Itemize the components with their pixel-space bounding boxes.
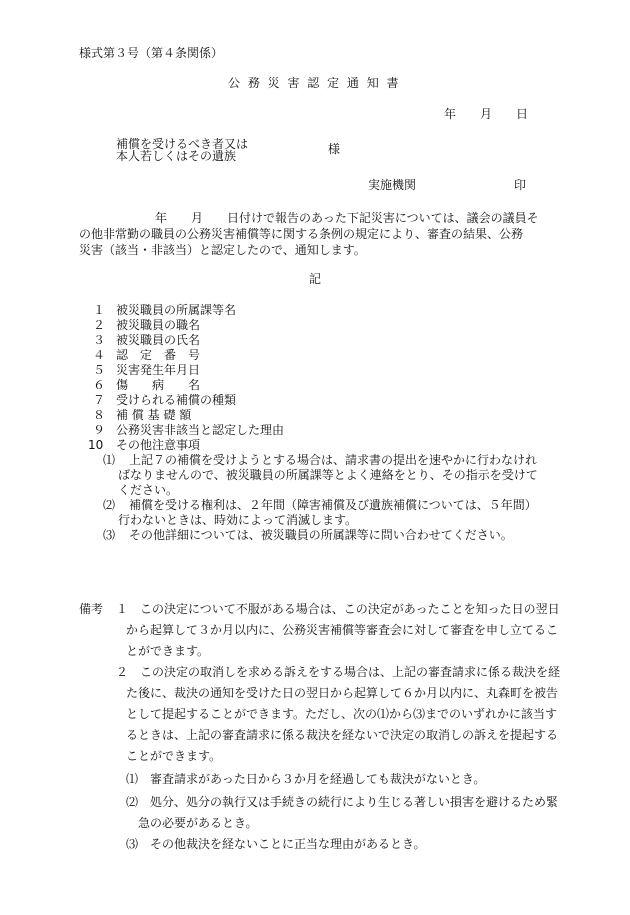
note-3-number: ⑶ (103, 528, 116, 542)
body-line-1: 年 月 日付けで報告のあった下記災害については、議会の議員そ (155, 211, 539, 225)
note-1-line-2: ばなりませんので、被災職員の所属課等とよく連絡をとり、その指示を受けて (118, 468, 538, 482)
item-3-label: 被災職員の氏名 (116, 333, 201, 347)
note-3-line-1: その他詳細については、被災職員の所属課等に問い合わせてください。 (129, 528, 513, 542)
remark-1-line-1: この決定について不服がある場合は、この決定があったことを知った日の翌日 (140, 602, 560, 616)
item-2-label: 被災職員の職名 (116, 318, 201, 332)
note-1-number: ⑴ (103, 453, 116, 467)
remark-2-line-5: ことができます。 (126, 749, 222, 763)
item-6-label: 傷 病 名 (116, 378, 201, 392)
remark-1-line-2: から起算して３か月以内に、公務災害補償等審査会に対して審査を申し立てるこ (126, 623, 559, 637)
body-line-3: 災害（該当・非該当）と認定したので、通知します。 (79, 243, 366, 257)
remark-2-number: ２ (116, 665, 129, 679)
sub-1-line-1: 審査請求があった日から３か月を経過しても裁決がないとき。 (150, 772, 486, 786)
sub-1-number: ⑴ (126, 772, 139, 786)
remarks-label: 備考 (79, 602, 104, 616)
item-7-number: ７ (93, 393, 106, 407)
sub-3-line-1: その他裁決を経ないことに正当な理由があるとき。 (150, 837, 426, 851)
issuer-label: 実施機関 (368, 178, 417, 192)
item-6-number: ６ (93, 378, 106, 392)
item-5-label: 災害発生年月日 (116, 363, 201, 377)
note-2-line-2: 行わないときは、時効によって消滅します。 (118, 513, 358, 527)
seal-mark: 印 (514, 178, 527, 192)
remark-1-number: １ (116, 602, 129, 616)
remark-1-line-3: とができます。 (126, 644, 210, 658)
item-7-label: 受けられる補償の種類 (116, 393, 237, 407)
item-10-number: 10 (88, 438, 104, 452)
item-3-number: ３ (93, 333, 106, 347)
item-8-label: 補 償 基 礎 額 (116, 408, 192, 422)
item-4-label: 認 定 番 号 (116, 348, 201, 362)
remark-2-line-2: た後に、裁決の通知を受けた日の翌日から起算して６か月以内に、丸森町を被告 (126, 686, 559, 700)
item-10-label: その他注意事項 (116, 438, 201, 452)
date-line: 年 月 日 (444, 107, 529, 121)
ki-heading: 記 (309, 272, 322, 286)
sub-3-number: ⑶ (126, 837, 139, 851)
item-5-number: ５ (93, 363, 106, 377)
note-1-line-1: 上記７の補償を受けようとする場合は、請求書の提出を速やかに行わなけれ (129, 453, 538, 467)
remark-2-line-3: として提起することができます。ただし、次の⑴から⑶までのいずれかに該当す (126, 707, 558, 721)
recipient-line-1: 補償を受けるべき者又は (116, 137, 249, 151)
remark-2-line-4: るときは、上記の審査請求に係る裁決を経ないで決定の取消しの訴えを提起する (126, 728, 559, 742)
document-title: 公 務 災 害 認 定 通 知 書 (228, 76, 401, 90)
note-2-number: ⑵ (103, 498, 116, 512)
body-line-2: の他非常勤の職員の公務災害補償等に関する条例の規定により、審査の結果、公務 (79, 227, 524, 241)
remark-2-line-1: この決定の取消しを求める訴えをする場合は、上記の審査請求に係る裁決を経 (140, 665, 561, 679)
form-number: 様式第３号（第４条関係） (79, 46, 224, 60)
item-4-number: ４ (93, 348, 106, 362)
item-9-number: ９ (93, 423, 106, 437)
item-1-label: 被災職員の所属課等名 (116, 303, 237, 317)
honorific: 様 (328, 142, 341, 156)
sub-2-line-2: 急の必要があるとき。 (138, 816, 258, 830)
sub-2-line-1: 処分、処分の執行又は手続きの続行により生じる著しい損害を避けるため緊 (150, 795, 559, 809)
item-9-label: 公務災害非該当と認定した理由 (116, 423, 285, 437)
note-1-line-3: ください。 (118, 483, 179, 497)
sub-2-number: ⑵ (126, 795, 139, 809)
item-8-number: ８ (93, 408, 106, 422)
recipient-line-2: 本人若しくはその遺族 (116, 149, 237, 163)
item-1-number: １ (93, 303, 106, 317)
item-2-number: ２ (93, 318, 106, 332)
note-2-line-1: 補償を受ける権利は、２年間（障害補償及び遺族補償については、５年間） (129, 498, 537, 512)
